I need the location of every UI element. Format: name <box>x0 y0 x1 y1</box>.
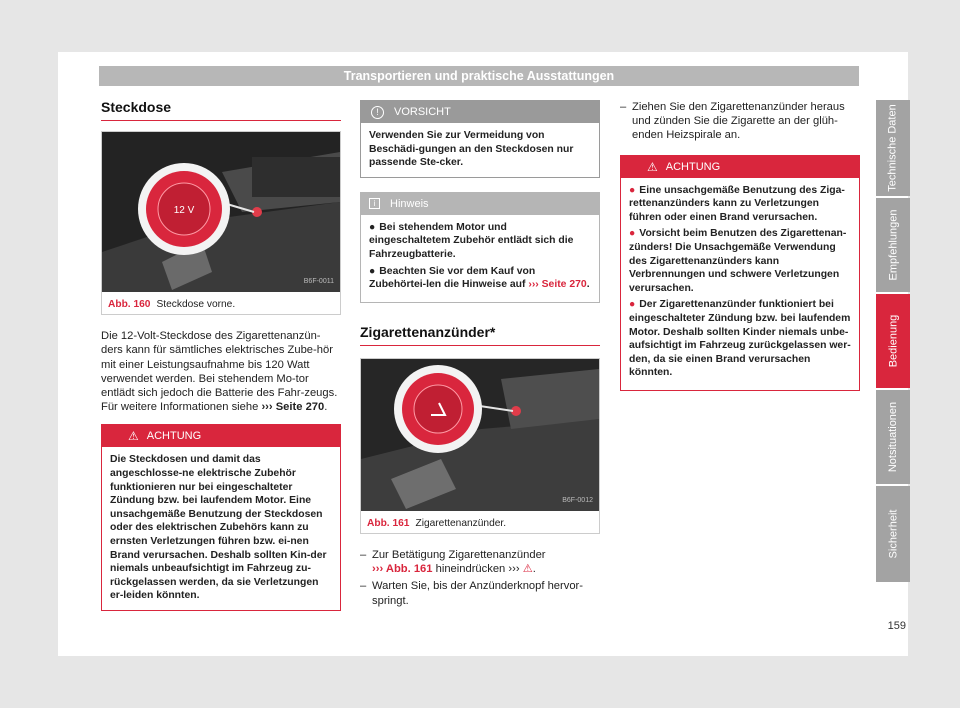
warning-icon: ⚠ <box>128 429 139 444</box>
tab-notsituationen[interactable]: Notsituationen <box>876 390 910 484</box>
warning-icon[interactable]: ⚠ <box>522 563 533 576</box>
column-right <box>620 100 860 391</box>
socket-illustration <box>102 132 340 292</box>
tab-technische-daten[interactable]: Technische Daten <box>876 100 910 196</box>
tab-empfehlungen[interactable]: Empfehlungen <box>876 198 910 292</box>
warning-item: ● Der Zigarettenanzünder funktioniert bei eingeschalteter Zündung bzw. bei laufendem Motor. Deshalb sollten Kinder niemals unbe-aufsichtigt im Fahrzeug zurückgelassen wer-den, da sie einen Brand verursachen könnten. <box>629 299 851 379</box>
steps-list <box>360 548 600 608</box>
figure-caption: Abb. 160 Steckdose vorne. <box>108 299 236 311</box>
section-title-steckdose: Steckdose <box>101 100 341 121</box>
caution-text: Verwenden Sie zur Vermeidung von Beschädi-gungen an den Steckdosen nur passende Ste-cker. <box>369 130 574 169</box>
warning-box-zigarettenanzuender: ⚠ ACHTUNG ● Eine unsachgemäße Benutzung des Ziga-rettenanzünders kann zu Verletzungen führen oder einen Brand verursachen. ● Vorsicht beim Benutzen des Zigarettenan-zünders! Die Unsachgemäße Verwendung des Zigarettenanzünders kann Verbrennungen und schwere Verletzungen verursachen. ● Der Zigarettenanzünder funktioniert bei eingeschalteter Zündung bzw. bei laufendem Motor. Deshalb sollten Kinder niemals unbe-aufsichtigt im Fahrzeug zurückgelassen wer-den, da sie einen Brand verursachen könnten. <box>620 155 860 391</box>
section-title-zigarettenanzuender: Zigarettenanzünder* <box>360 325 600 346</box>
lighter-image <box>361 359 599 511</box>
figure-caption: Abb. 161 Zigarettenanzünder. <box>367 517 507 529</box>
step-item: – Warten Sie, bis der Anzünderknopf hervor-springt. <box>360 579 600 607</box>
socket-image <box>102 132 340 292</box>
lighter-illustration <box>361 359 599 511</box>
column-steckdose <box>101 100 341 611</box>
link-abb-161[interactable]: ››› Abb. 161 <box>372 563 433 576</box>
hint-box: i Hinweis ● Bei stehendem Motor und eingeschaltetem Zubehör entlädt sich die Fahrzeugbatterie. ● Beachten Sie vor dem Kauf von Zubehörtei-len die Hinweise auf ››› Seite 270. <box>360 192 600 303</box>
note-icon: i <box>369 198 380 209</box>
step-item: – Zur Betätigung Zigarettenanzünder ››› Abb. 161 hineindrücken ››› ⚠. <box>360 548 600 576</box>
warning-item: ● Vorsicht beim Benutzen des Zigarettenan-zünders! Die Unsachgemäße Verwendung des Zigarettenanzünders kann Verbrennungen und schwere Verletzungen verursachen. <box>629 228 847 294</box>
caution-box: ! VORSICHT Verwenden Sie zur Vermeidung von Beschädi-gungen an den Steckdosen nur passende Ste-cker. <box>360 100 600 178</box>
column-zigarettenanzuender <box>360 100 600 611</box>
image-code: B6F-0012 <box>562 496 593 504</box>
tab-sicherheit[interactable]: Sicherheit <box>876 486 910 582</box>
page-number: 159 <box>887 620 906 632</box>
warning-box-steckdose: ⚠ ACHTUNG Die Steckdosen und damit das angeschlosse-ne elektrische Zubehör funktionieren nur bei eingeschalteter Zündung bzw. bei laufendem Motor. Eine unsachgemäße Benutzung der Steckdosen oder des elektrischen Zubehörs kann zu ernsten Verletzungen führen bzw. ei-nen Brand verursachen. Deshalb sollten Kin-der niemals unbeaufsichtigt im Fahrzeug zu-rückgelassen werden, da sie Verletzungen er-leiden könnten. <box>101 424 341 611</box>
warning-text: Die Steckdosen und damit das angeschlosse-ne elektrische Zubehör funktionieren nur bei eingeschalteter Zündung bzw. bei laufendem Motor. Eine unsachgemäße Benutzung der Steckdosen oder des elektrischen Zubehörs kann zu ernsten Verletzungen führen bzw. ei-nen Brand verursachen. Deshalb sollten Kin-der niemals unbeaufsichtigt im Fahrzeug zu-rückgelassen werden, da sie Verletzungen er-leiden könnten. <box>110 454 327 602</box>
image-code: B6F-0011 <box>303 278 334 285</box>
page-header: Transportieren und praktische Ausstattungen <box>99 66 859 86</box>
link-seite-270[interactable]: ››› Seite 270 <box>528 279 587 291</box>
hint-item: ● Bei stehendem Motor und eingeschaltetem Zubehör entlädt sich die Fahrzeugbatterie. <box>369 221 574 260</box>
link-seite-270[interactable]: ››› Seite 270 <box>261 401 325 414</box>
figure-zigarettenanzuender <box>360 358 600 534</box>
warning-icon: ⚠ <box>647 159 658 174</box>
step-item: – Ziehen Sie den Zigarettenanzünder heraus und zünden Sie die Zigarette an der glüh-enden Heizspirale an. <box>620 100 860 143</box>
info-icon: ! <box>371 106 384 119</box>
body-paragraph: Die 12-Volt-Steckdose des Zigarettenanzün-ders kann für sämtliches elektrisches Zube-hör mit einer Leistungsaufnahme bis 120 Watt verwendet werden. Bei stehendem Mo-tor entlädt sich jedoch die Batterie des Fahr-zeugs. Für weitere Informationen siehe ››› Seite 270. <box>101 330 338 414</box>
tab-bedienung[interactable]: Bedienung <box>876 294 910 388</box>
figure-steckdose <box>101 131 341 315</box>
badge-12v: 12 V <box>173 205 195 217</box>
hint-item: ● Beachten Sie vor dem Kauf von Zubehörtei-len die Hinweise auf ››› Seite 270. <box>369 265 590 291</box>
warning-item: ● Eine unsachgemäße Benutzung des Ziga-rettenanzünders kann zu Verletzungen führen oder einen Brand verursachen. <box>629 184 845 223</box>
